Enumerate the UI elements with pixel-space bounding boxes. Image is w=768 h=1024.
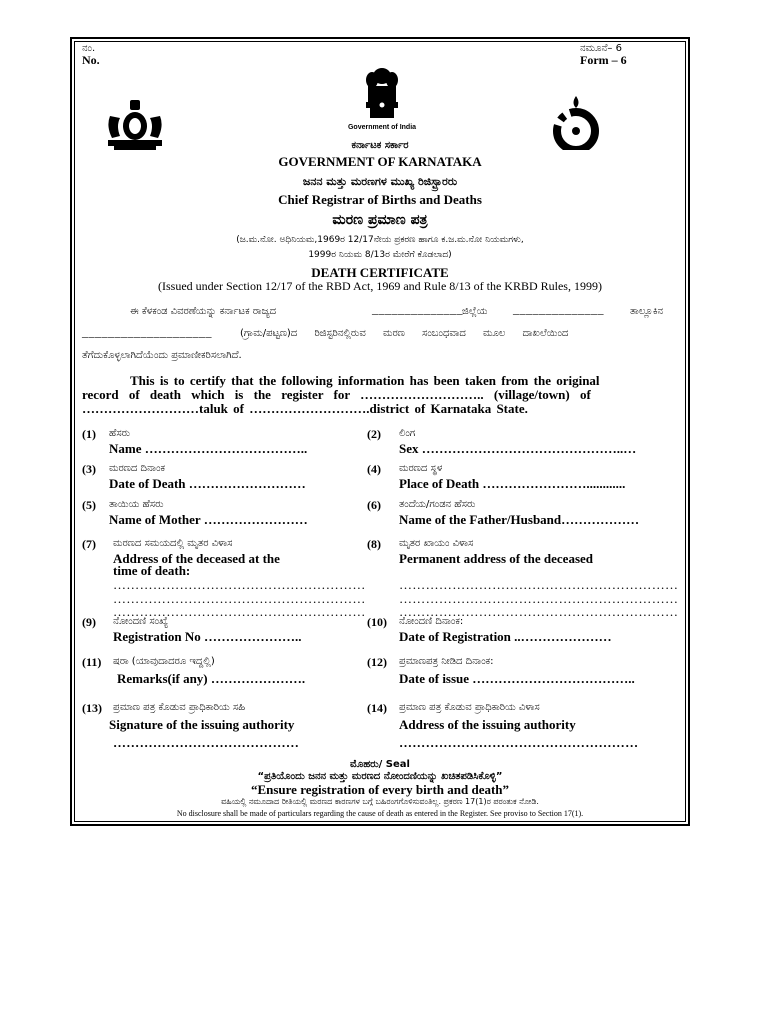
act-text-en: (Issued under Section 12/17 of the RBD Act, 1969 and Rule 8/13 of the KRBD Rules, 1999) bbox=[158, 279, 602, 293]
ashoka-emblem-icon bbox=[362, 66, 402, 122]
field-label-en: Permanent address of the deceased bbox=[399, 551, 594, 566]
field-number: (12) bbox=[367, 655, 387, 669]
certificate-title-en: DEATH CERTIFICATE bbox=[311, 265, 449, 280]
kn-cert-dashes-3: ____________________ bbox=[82, 325, 212, 339]
goi-caption: Government of India bbox=[347, 124, 417, 131]
certificate-title-kn: ಮರಣ ಪ್ರಮಾಣ ಪತ್ರ bbox=[332, 212, 428, 228]
act-text-kn-1: (ಜ.ಮ.ನೋ. ಅಧಿನಿಯಮ,1969ರ 12/17ನೇಯ ಪ್ರಕರಣ ಹಾಗೂ ಕ.ಜ.ಮ.ನೋ ನಿಯಮಗಳು, bbox=[236, 235, 524, 245]
field-label-en: Registration No ………………….. bbox=[113, 629, 302, 644]
field-number: (9) bbox=[82, 615, 96, 629]
field-label-kn: ಮೃತರ ಖಾಯಂ ವಿಳಾಸ bbox=[399, 538, 474, 549]
address-line-left-3: ………………………………………………… bbox=[113, 604, 366, 619]
no-label-kn: ನಂ. bbox=[82, 43, 96, 54]
field-label-en: Name of the Father/Husband……………… bbox=[399, 512, 640, 527]
kn-cert-dashes-1: ______________ bbox=[372, 302, 463, 316]
field-label-kn: ಮರಣದ ದಿನಾಂಕ bbox=[109, 463, 166, 474]
field-label-kn: ಪ್ರಮಾಣಪತ್ರ ನೀಡಿದ ದಿನಾಂಕ: bbox=[399, 656, 494, 667]
address-line-right-2: ……………………………………………………… bbox=[399, 591, 679, 606]
address-line-right-3: ……………………………………………………… bbox=[399, 604, 679, 619]
field-number: (8) bbox=[367, 537, 381, 551]
field-label-kn: ಪ್ರಮಾಣ ಪತ್ರ ಕೊಡುವ ಪ್ರಾಧಿಕಾರಿಯ ಸಹಿ bbox=[113, 702, 246, 713]
field-number: (7) bbox=[82, 537, 96, 551]
field-label-en: Address of the deceased at the bbox=[113, 551, 280, 566]
field-label-en: Date of Registration ..………………… bbox=[399, 629, 612, 644]
field-label-en: Address of the issuing authority bbox=[399, 717, 576, 732]
field-label-en: Date of Death ……………………… bbox=[109, 476, 306, 491]
authority-address-line: ……………………………………………… bbox=[399, 735, 639, 750]
field-label-kn: ನೋಂದಣಿ ದಿನಾಂಕ: bbox=[399, 616, 464, 627]
field-label-kn: ಲಿಂಗ bbox=[399, 428, 416, 439]
field-label-kn: ತಂದೆಯ/ಗಂಡನ ಹೆಸರು bbox=[399, 499, 476, 510]
field-number: (6) bbox=[367, 498, 381, 512]
field-label-en: Signature of the issuing authority bbox=[109, 717, 295, 732]
form-label-kn: ನಮೂನೆ– 6 bbox=[580, 43, 622, 54]
seal-label: ಮೊಹರು/ Seal bbox=[350, 759, 410, 770]
field-number: (11) bbox=[82, 655, 102, 669]
field-label-kn: ತಾಯಿಯ ಹೆಸರು bbox=[109, 499, 164, 510]
field-label-kn: ನೋಂದಣಿ ಸಂಖ್ಯೆ bbox=[113, 616, 169, 627]
slogan-kn: “ಪ್ರತಿಯೊಂದು ಜನನ ಮತ್ತು ಮರಣದ ನೋಂದಣಿಯನ್ನು ಖಚಿತಪಡಿಸಿಕೊಳ್ಳಿ” bbox=[257, 771, 503, 782]
field-number: (4) bbox=[367, 462, 381, 476]
kn-cert-line1-c: ತಾಲ್ಲೂಕಿನ bbox=[630, 306, 664, 317]
address-line-left-1: ………………………………………………… bbox=[113, 577, 366, 592]
en-cert-line2: record of death which is the register for ……………………….. (village/town) of bbox=[82, 387, 591, 402]
address-line-right-1: ……………………………………………………… bbox=[399, 577, 679, 592]
gok-title-en: GOVERNMENT OF KARNATAKA bbox=[278, 154, 482, 169]
kn-cert-line1-b: ಜಿಲ್ಲೆಯ bbox=[462, 306, 488, 317]
field-number: (14) bbox=[367, 701, 387, 715]
en-cert-line1: This is to certify that the following information has been taken from the original bbox=[130, 373, 600, 388]
gok-title-kn: ಕರ್ನಾಟಕ ಸರ್ಕಾರ bbox=[351, 140, 409, 151]
kn-cert-line2: (ಗ್ರಾಮ/ಪಟ್ಟಣ)ದ ರಿಜಿಸ್ಟರಿನಲ್ಲಿರುವ ಮರಣ ಸಂಬಂಧವಾದ ಮೂಲ ದಾಖಲೆಯಿಂದ bbox=[240, 328, 569, 339]
slogan-en: “Ensure registration of every birth and death” bbox=[250, 782, 510, 797]
field-label-kn: ಪ್ರಮಾಣ ಪತ್ರ ಕೊಡುವ ಪ್ರಾಧಿಕಾರಿಯ ವಿಳಾಸ bbox=[399, 702, 540, 713]
field-label-kn: ಷರಾ (ಯಾವುದಾದರೂ ಇದ್ದಲ್ಲಿ) bbox=[113, 656, 215, 667]
field-number: (2) bbox=[367, 427, 381, 441]
field-label-en: Date of issue ……………………………….. bbox=[399, 671, 635, 686]
field-number: (5) bbox=[82, 498, 96, 512]
field-number: (3) bbox=[82, 462, 96, 476]
form-label-en: Form – 6 bbox=[580, 53, 627, 67]
field-number: (10) bbox=[367, 615, 387, 629]
address-line-left-2: ………………………………………………… bbox=[113, 591, 366, 606]
field-label-kn: ಮರಣದ ಸಮಯದಲ್ಲಿ ಮೃತರ ವಿಳಾಸ bbox=[113, 538, 233, 549]
disclosure-kn: ವಹಿಯಲ್ಲಿ ನಮೂದಾದ ರೀತಿಯಲ್ಲಿ ಮರಣದ ಕಾರಣಗಳ ಬಗ್ಗೆ ಬಹಿರಂಗಗೊಳಿಸುವಂತಿಲ್ಲ. ಪ್ರಕರಣ 17(1)ರ ಪರಂತುಕ ನೋಡಿ. bbox=[221, 797, 539, 806]
field-number: (13) bbox=[82, 701, 102, 715]
field-label-en: Place of Death ……………………............ bbox=[399, 476, 626, 491]
disclosure-en: No disclosure shall be made of particulars regarding the cause of death as entered in the Register. See proviso to Section 17(1). bbox=[176, 809, 584, 818]
field-label-en: Remarks(if any) …………………. bbox=[117, 671, 306, 686]
field-number: (1) bbox=[82, 427, 96, 441]
kn-cert-line1-a: ಈ ಕೆಳಕಂಡ ವಿವರಣೆಯನ್ನು ಕರ್ನಾಟಕ ರಾಜ್ಯದ bbox=[130, 306, 277, 317]
kn-cert-line3: ತೆಗೆದುಕೊಳ್ಳಲಾಗಿದೆಯೆಂದು ಪ್ರಮಾಣೀಕರಿಸಲಾಗಿದೆ. bbox=[82, 350, 242, 361]
act-text-kn-2: 1999ರ ನಿಯಮ 8/13ರ ಮೇರೆಗೆ ಕೊಡಲಾದ) bbox=[308, 250, 452, 260]
signature-line: …………………………………… bbox=[113, 735, 300, 750]
field-label-en: Sex ………………………………………..… bbox=[399, 441, 637, 456]
field-label-kn: ಹೆಸರು bbox=[109, 428, 131, 439]
field-label-en: Name of Mother …………………… bbox=[109, 512, 308, 527]
kn-cert-dashes-2: ______________ bbox=[513, 302, 604, 316]
no-label-en: No. bbox=[82, 53, 100, 67]
field-label-kn: ಮರಣದ ಸ್ಥಳ bbox=[399, 463, 443, 474]
registrar-title-kn: ಜನನ ಮತ್ತು ಮರಣಗಳ ಮುಖ್ಯ ರಿಜಿಸ್ಟ್ರಾರರು bbox=[302, 175, 458, 188]
registrar-title-en: Chief Registrar of Births and Deaths bbox=[278, 192, 482, 207]
field-label-en: Name ……………………………….. bbox=[109, 441, 308, 456]
en-cert-line3: ………………………taluk of ……………………….district of Karnataka State. bbox=[82, 401, 528, 416]
field-label-en-2: time of death: bbox=[113, 563, 191, 578]
